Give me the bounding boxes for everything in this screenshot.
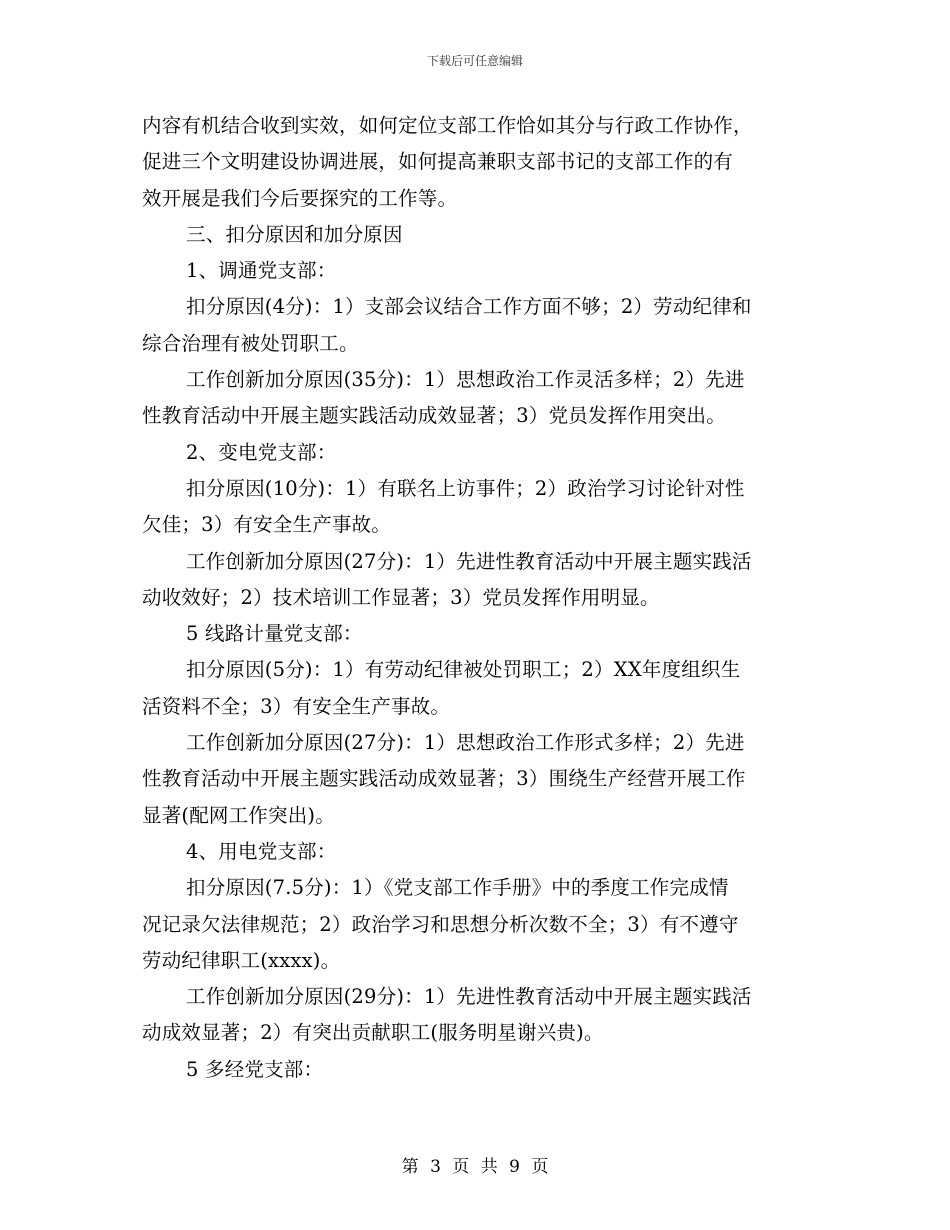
text-line: 工作创新加分原因(29分)：1）先进性教育活动中开展主题实践活 [186,985,752,1009]
text-line: 5 多经党支部： [186,1057,324,1081]
text-line: 内容有机结合收到实效，如何定位支部工作恰如其分与行政工作协作， [142,114,753,137]
text-line: 显著(配网工作突出)。 [142,803,335,827]
text-line: 扣分原因(5分)：1）有劳动纪律被处罚职工；2）XX年度组织生 [186,658,741,682]
document-body [142,108,810,1088]
text-line: 工作创新加分原因(35分)：1）思想政治工作灵活多样；2）先进 [186,368,745,392]
text-line: 况记录欠法律规范；2）政治学习和思想分析次数不全；3）有不遵守 [142,912,739,936]
text-line: 扣分原因(10分)：1）有联名上访事件；2）政治学习讨论针对性 [186,476,745,500]
text-line: 工作创新加分原因(27分)：1）先进性教育活动中开展主题实践活 [186,549,752,573]
text-line: 效开展是我们今后要探究的工作等。 [142,186,458,210]
text-line: 扣分原因(4分)：1）支部会议结合工作方面不够；2）劳动纪律和 [186,295,752,319]
page-footer: 第 3 页 共 9 页 [401,1157,549,1177]
text-line: 1、调通党支部： [186,259,337,283]
text-line: 活资料不全；3）有安全生产事故。 [142,694,451,718]
text-line: 劳动纪律职工(xxxx)。 [142,948,341,972]
text-line: 动成效显著；2）有突出贡献职工(服务明星谢兴贵)。 [142,1021,604,1045]
text-line: 4、用电党支部： [186,839,337,863]
text-line: 三、扣分原因和加分原因 [186,222,403,246]
text-line: 工作创新加分原因(27分)：1）思想政治工作形式多样；2）先进 [186,731,745,755]
text-line: 动收效好；2）技术培训工作显著；3）党员发挥作用明显。 [142,585,660,609]
text-line: 扣分原因(7.5分)：1）《党支部工作手册》中的季度工作完成情 [186,876,729,900]
text-line: 5 线路计量党支部： [186,622,363,646]
text-line: 性教育活动中开展主题实践活动成效显著；3）围绕生产经营开展工作 [142,767,746,791]
text-line: 欠佳；3）有安全生产事故。 [142,513,392,537]
text-line: 促进三个文明建设协调进展，如何提高兼职支部书记的支部工作的有 [142,150,734,174]
text-line: 综合治理有被处罚职工。 [142,331,359,355]
page-header: 下载后可任意编辑 [426,54,523,68]
text-line: 2、变电党支部： [186,440,337,464]
text-line: 性教育活动中开展主题实践活动成效显著；3）党员发挥作用突出。 [142,404,726,428]
